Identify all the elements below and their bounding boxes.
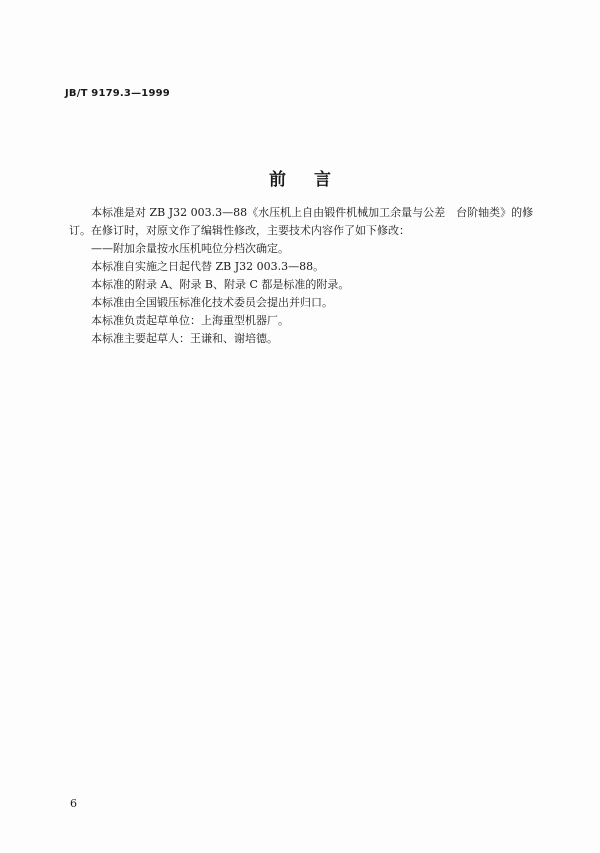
paragraph-drafters: 本标准主要起草人：王谦和、谢培德。 <box>91 332 278 345</box>
page-number: 6 <box>70 797 77 810</box>
paragraph-replaces: 本标准自实施之日起代替 ZB J32 003.3—88。 <box>91 260 325 273</box>
paragraph-drafting-unit: 本标准负责起草单位：上海重型机器厂。 <box>91 314 289 327</box>
paragraph-proposed-by: 本标准由全国锻压标准化技术委员会提出并归口。 <box>91 296 333 309</box>
document-id: JB/T 9179.3—1999 <box>65 88 170 99</box>
page-title: 前言 <box>269 170 359 190</box>
paragraph-appendices: 本标准的附录 A、附录 B、附录 C 都是标准的附录。 <box>91 278 350 291</box>
paragraph-revision: 本标准是对 ZB J32 003.3—88《水压机上自由锻件机械加工余量与公差 台阶轴类》的修订。在修订时，对原文作了编辑性修改，主要技术内容作了如下修改： <box>69 206 534 237</box>
paragraph-additional-allowance: ——附加余量按水压机吨位分档次确定。 <box>91 242 289 255</box>
preface-body <box>69 204 549 348</box>
